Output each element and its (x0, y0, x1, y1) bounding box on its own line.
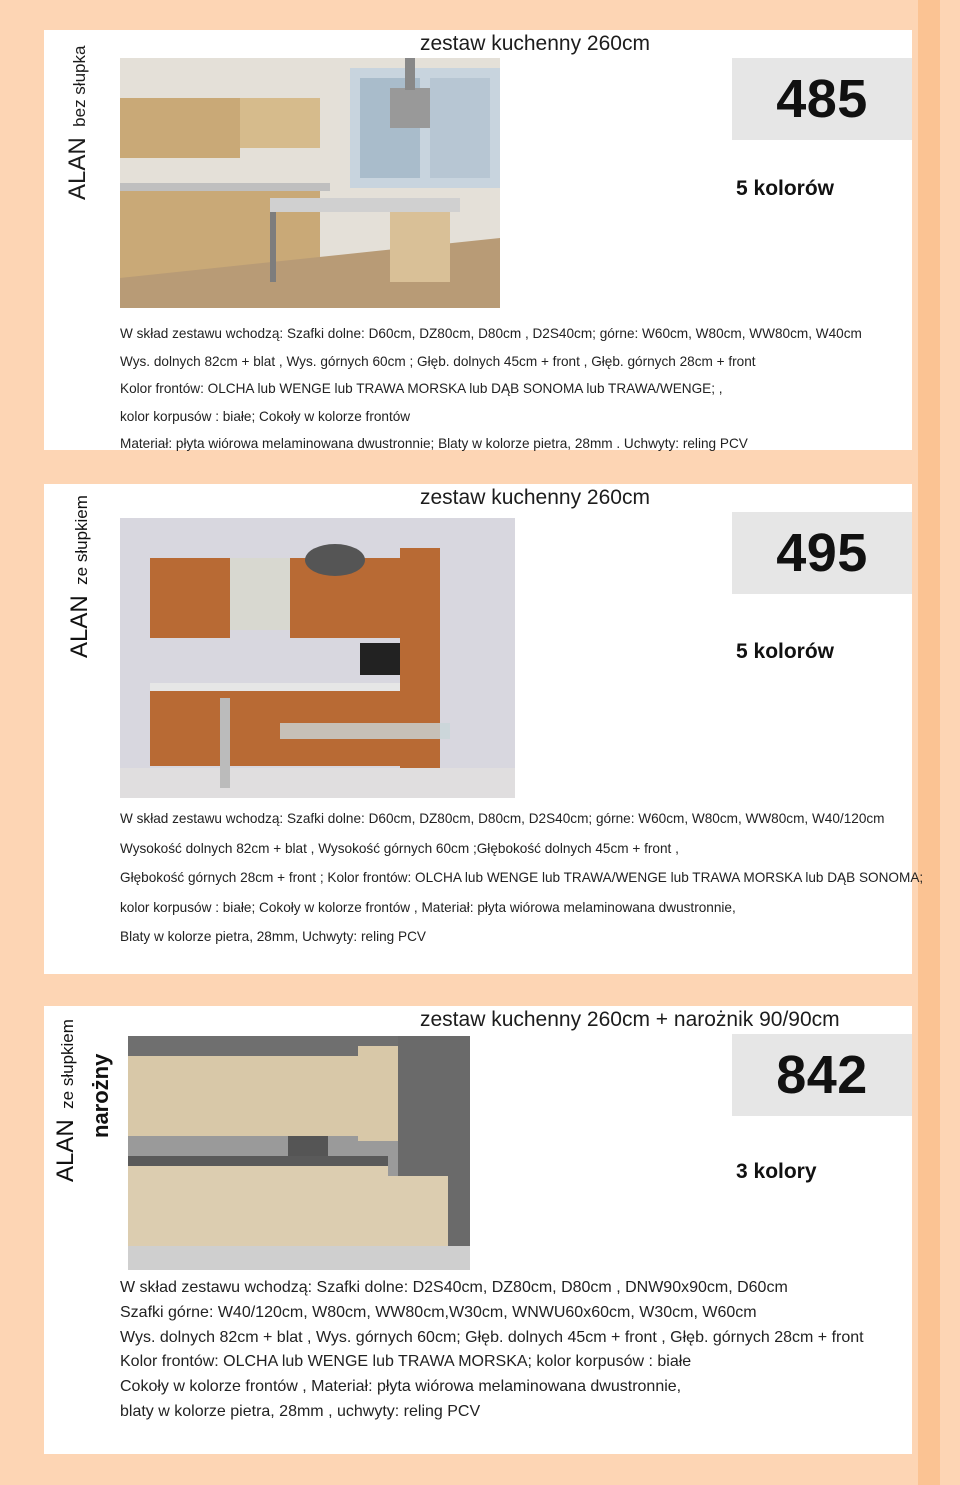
section-1-colors: 5 kolorów (736, 177, 835, 200)
description-line: W skład zestawu wchodzą: Szafki dolne: D60cm, DZ80cm, D80cm , D2S40cm; górne: W60cm, W80cm, WW80cm, W40cm (120, 326, 862, 341)
description-line: Kolor frontów: OLCHA lub WENGE lub TRAWA MORSKA; kolor korpusów : białe (120, 1353, 692, 1371)
side-label-sub: bez słupka (70, 45, 89, 127)
section-3-price-box (732, 1034, 912, 1116)
right-accent-strip (918, 0, 940, 1485)
side-label-sub: ze słupkiem (72, 495, 91, 585)
side-label-extra: narożny (88, 1053, 113, 1138)
side-label-main: ALAN (66, 595, 93, 658)
description-line: W skład zestawu wchodzą: Szafki dolne: D2S40cm, DZ80cm, D80cm , DNW90x90cm, D60cm (120, 1279, 788, 1296)
description-line: Wysokość dolnych 82cm + blat , Wysokość górnych 60cm ;Głębokość dolnych 45cm + front , (120, 840, 679, 856)
section-3-kitchen-photo (128, 1036, 470, 1270)
description-line: blaty w kolorze pietra, 28mm , uchwyty: reling PCV (120, 1402, 481, 1420)
description-line: Wys. dolnych 82cm + blat , Wys. górnych 60cm ; Głęb. dolnych 45cm + front , Głęb. górnych 28cm + front (120, 353, 756, 369)
section-2-price: 495 (776, 523, 868, 583)
section-3-price: 842 (776, 1045, 868, 1105)
description-line: kolor korpusów : białe; Cokoły w kolorze frontów , Materiał: płyta wiórowa melaminowana dwustronnie, (120, 899, 736, 915)
description-line: Materiał: płyta wiórowa melaminowana dwustronnie; Blaty w kolorze pietra, 28mm . Uchwyty: reling PCV (120, 436, 748, 451)
side-label-sub: ze słupkiem (58, 1019, 77, 1109)
section-1-description (120, 320, 862, 458)
section-1-title: zestaw kuchenny 260cm (420, 32, 650, 55)
side-label-main: ALAN (64, 137, 91, 200)
description-line: Blaty w kolorze pietra, 28mm, Uchwyty: reling PCV (120, 929, 426, 944)
section-3-title: zestaw kuchenny 260cm + narożnik 90/90cm (420, 1008, 840, 1031)
section-2-title: zestaw kuchenny 260cm (420, 486, 650, 509)
section-3-description (120, 1276, 864, 1425)
section-1-kitchen-photo (120, 58, 500, 308)
section-2-colors: 5 kolorów (736, 640, 835, 663)
section-1-price-box (732, 58, 912, 140)
section-3-colors: 3 kolory (736, 1160, 817, 1183)
description-line: Kolor frontów: OLCHA lub WENGE lub TRAWA MORSKA lub DĄB SONOMA lub TRAWA/WENGE; , (120, 381, 723, 396)
section-1-price: 485 (776, 69, 868, 129)
section-2-description (120, 804, 923, 952)
section-2-kitchen-photo (120, 518, 515, 798)
description-line: W skład zestawu wchodzą: Szafki dolne: D60cm, DZ80cm, D80cm, D2S40cm; górne: W60cm, W80cm, WW80cm, W40/120cm (120, 811, 885, 826)
description-line: kolor korpusów : białe; Cokoły w kolorze frontów (120, 408, 411, 424)
description-line: Szafki górne: W40/120cm, W80cm, WW80cm,W30cm, WNWU60x60cm, W30cm, W60cm (120, 1303, 757, 1321)
side-label-main: ALAN (52, 1119, 79, 1182)
description-line: Głębokość górnych 28cm + front ; Kolor frontów: OLCHA lub WENGE lub TRAWA/WENGE lub TRAWA MORSKA lub DĄB SONOMA; (120, 870, 924, 885)
section-2-price-box (732, 512, 912, 594)
description-line: Wys. dolnych 82cm + blat , Wys. górnych 60cm; Głęb. dolnych 45cm + front , Głęb. górnych 28cm + front (120, 1328, 864, 1346)
description-line: Cokoły w kolorze frontów , Materiał: płyta wiórowa melaminowana dwustronnie, (120, 1378, 682, 1396)
